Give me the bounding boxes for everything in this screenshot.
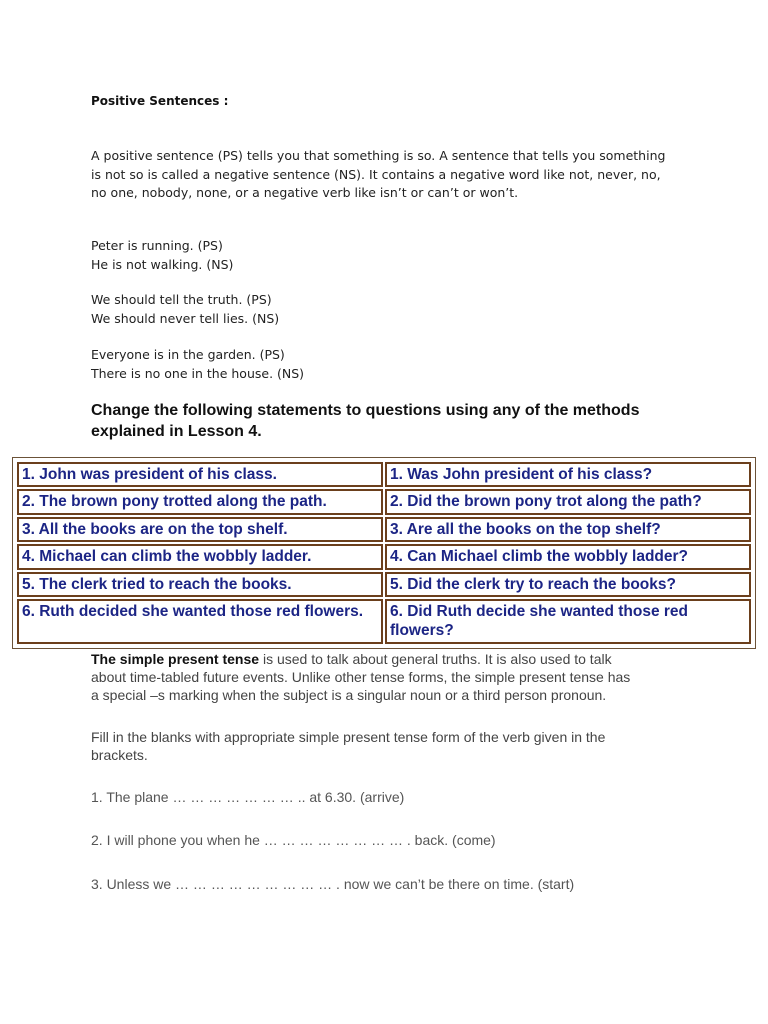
question-cell: 5. Did the clerk try to reach the books? <box>385 572 751 597</box>
example-negative: He is not walking. (NS) <box>91 256 234 272</box>
paragraph-line: a special –s marking when the subject is a singular noun or a third person pronoun. <box>91 687 607 703</box>
paragraph-line <box>91 650 691 668</box>
example-pair <box>91 237 233 274</box>
table-row <box>17 572 751 597</box>
question-cell: 4. Can Michael climb the wobbly ladder? <box>385 544 751 569</box>
instruction-line: Fill in the blanks with appropriate simple present tense form of the verb given in the <box>91 729 606 745</box>
question-cell: 6. Did Ruth decide she wanted those red flowers? <box>385 599 751 644</box>
intro-line: no one, nobody, none, or a negative verb like isn’t or can’t or won’t. <box>91 185 519 200</box>
simple-present-paragraph <box>91 650 691 704</box>
statement-cell: 2. The brown pony trotted along the path. <box>17 489 383 514</box>
question-cell: 1. Was John president of his class? <box>385 462 751 487</box>
intro-line: A positive sentence (PS) tells you that something is so. A sentence that tells you something <box>91 148 666 163</box>
statement-cell: 6. Ruth decided she wanted those red flowers. <box>17 599 383 644</box>
example-positive: We should tell the truth. (PS) <box>91 292 272 307</box>
statement-cell: 5. The clerk tried to reach the books. <box>17 572 383 597</box>
exercise-item: 2. I will phone you when he … … … … … … … … . back. (come) <box>91 832 496 848</box>
section-heading: Positive Sentences : <box>91 94 229 108</box>
example-negative: We should never tell lies. (NS) <box>91 310 280 326</box>
example-positive: Peter is running. (PS) <box>91 238 223 253</box>
intro-line: is not so is called a negative sentence (NS). It contains a negative word like not, never, no, <box>91 166 661 182</box>
statement-question-table <box>12 457 756 649</box>
qa-table <box>15 460 753 646</box>
example-positive: Everyone is in the garden. (PS) <box>91 347 285 362</box>
intro-paragraph <box>91 147 691 203</box>
instruction-line: explained in Lesson 4. <box>91 423 262 440</box>
question-cell: 3. Are all the books on the top shelf? <box>385 517 751 542</box>
example-negative: There is no one in the house. (NS) <box>91 365 305 381</box>
fill-instruction <box>91 728 691 764</box>
table-row <box>17 517 751 542</box>
table-row <box>17 599 751 644</box>
example-pair <box>91 346 304 383</box>
statement-cell: 1. John was president of his class. <box>17 462 383 487</box>
table-row <box>17 544 751 569</box>
paragraph-text: is used to talk about general truths. It is also used to talk <box>259 651 612 667</box>
exercise-item: 1. The plane … … … … … … … .. at 6.30. (arrive) <box>91 789 405 805</box>
exercise-item: 3. Unless we … … … … … … … … … . now we can’t be there on time. (start) <box>91 876 575 892</box>
statement-cell: 4. Michael can climb the wobbly ladder. <box>17 544 383 569</box>
table-row <box>17 489 751 514</box>
statement-cell: 3. All the books are on the top shelf. <box>17 517 383 542</box>
question-cell: 2. Did the brown pony trot along the path? <box>385 489 751 514</box>
example-pair <box>91 291 279 328</box>
table-row <box>17 462 751 487</box>
instruction-line: brackets. <box>91 747 148 763</box>
term-bold: The simple present tense <box>91 651 260 667</box>
paragraph-line: about time-tabled future events. Unlike other tense forms, the simple present tense has <box>91 669 631 685</box>
exercise-instruction <box>91 400 711 442</box>
instruction-line: Change the following statements to questions using any of the methods <box>91 402 640 419</box>
